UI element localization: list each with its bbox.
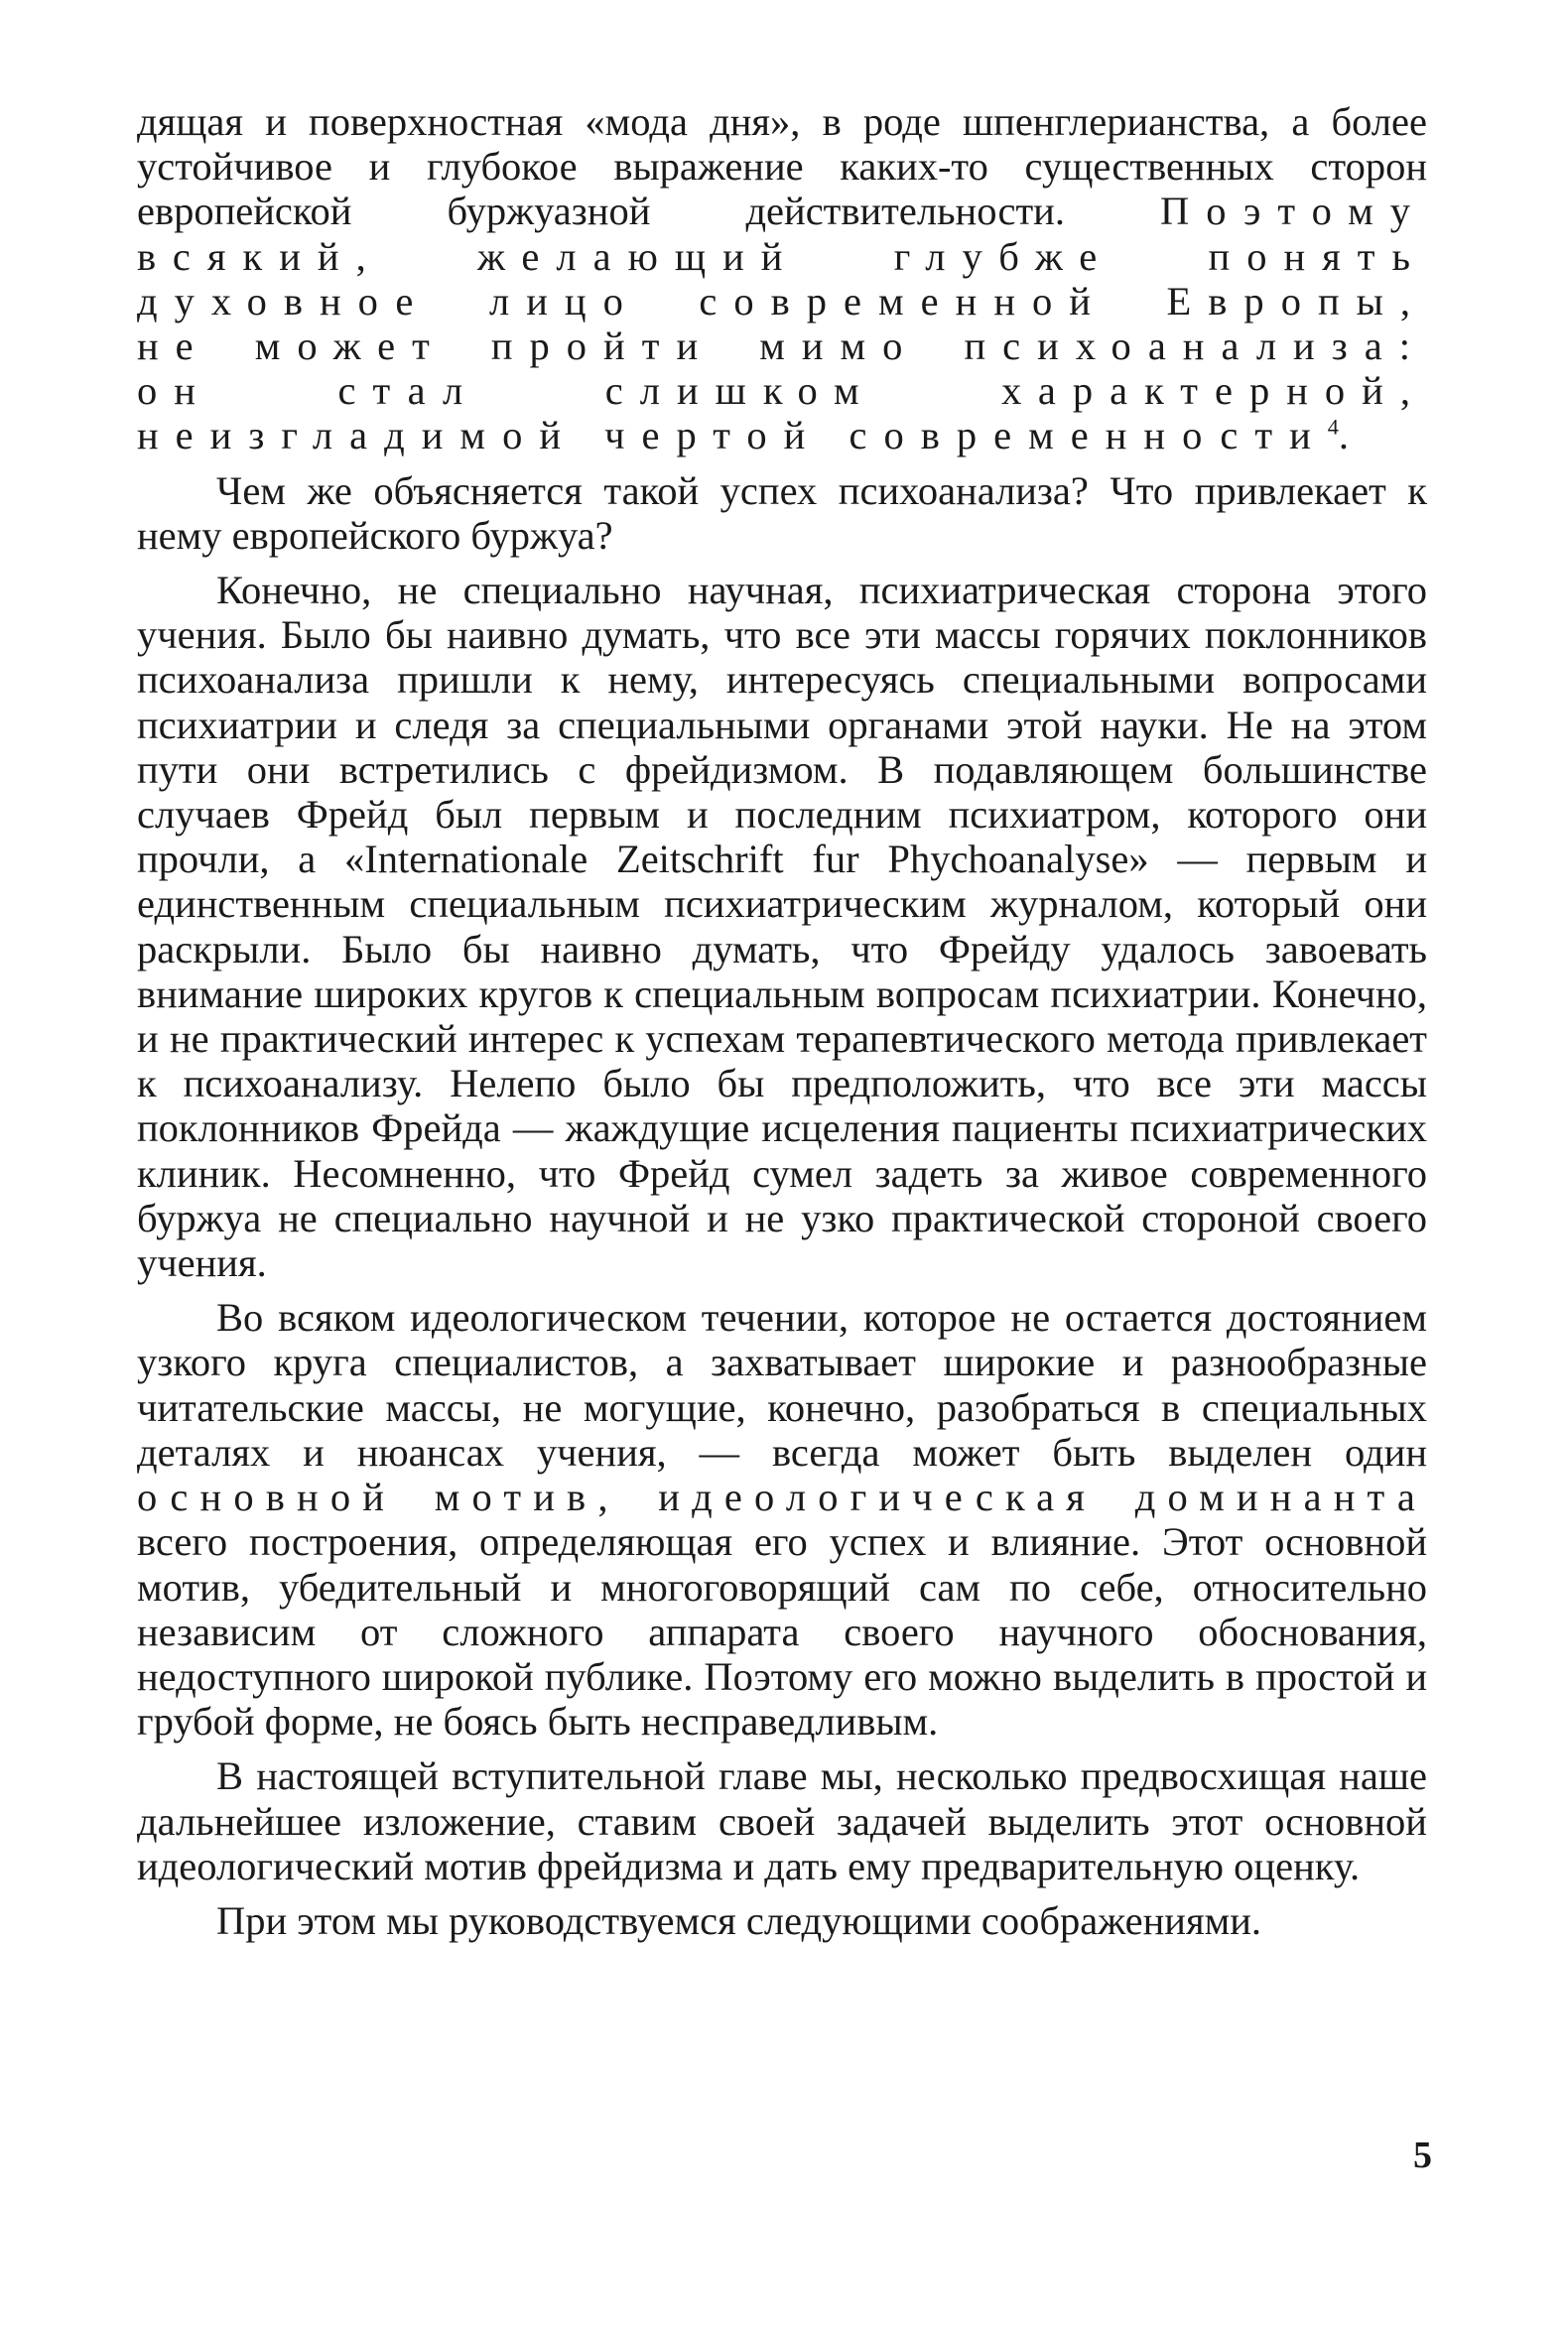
paragraph-1-text-end: .: [1338, 413, 1350, 458]
paragraph-3: [137, 568, 1427, 1285]
paragraph-1: [137, 99, 1427, 458]
paragraph-4-spaced-text: основной мотив, идеологическая доминанта: [137, 1475, 1427, 1520]
paragraph-6-text: При этом мы руководствуемся следующими соображениями.: [216, 1897, 1262, 1943]
paragraph-4-text-a: Во всяком идеологическом течении, которое не остается достоянием узкого круга специалистов, а захватывает широкие и разнообразные читательские массы, не могущие, конечно, разобраться в специальных деталях и нюансах учения, — всегда может быть выделен один: [137, 1295, 1427, 1475]
footnote-marker: 4: [1327, 414, 1339, 440]
paragraph-4: [137, 1295, 1427, 1744]
paragraph-3-text: Конечно, не специально научная, психиатрическая сторона этого учения. Было бы наивно думать, что все эти массы горячих поклонников психоанализа пришли к нему, интересуясь специальными вопросами психиатрии и следя за специальными органами этой науки. Не на этом пути они встретились с фрейдизмом. В подавляющем большинстве случаев Фрейд был первым и последним психиатром, которого они прочли, а «Internationale Zeitschrift fur Phychoanalyse» — первым и единственным специальным психиатрическим журналом, который они раскрыли. Было бы наивно думать, что Фрейду удалось завоевать внимание широких кругов к специальным вопросам психиатрии. Конечно, и не практический интерес к успехам терапевтического метода привлекает к психоанализу. Нелепо было бы предположить, что все эти массы поклонников Фрейда — жаждущие исцеления пациенты психиатрических клиник. Несомненно, что Фрейд сумел задеть за живое современного буржуа не специально научной и не узко практической стороной своего учения.: [137, 568, 1427, 1286]
paragraph-1-text-a: дящая и поверхностная «мода дня», в роде шпенглерианства, а более устойчивое и глубокое выражение каких-то существенных сторон европейской буржуазной действительности.: [137, 99, 1427, 234]
paragraph-5-text: В настоящей вступительной главе мы, несколько предвосхищая наше дальнейшее изложение, ставим своей задачей выделить этот основной идеологический мотив фрейдизма и дать ему предварительную оценку.: [137, 1753, 1427, 1888]
page-number: 5: [1413, 2135, 1432, 2176]
paragraph-2-text: Чем же объясняется такой успех психоанализа? Что привлекает к нему европейского буржуа?: [137, 467, 1427, 558]
paragraph-6: [137, 1898, 1427, 1943]
paragraph-1-spaced-text: Поэтому всякий, желающий глубже понять духовное лицо современной Европы, не может пройти мимо психоанализа: он стал слишком характерной, неизгладимой чертой современности: [137, 189, 1427, 458]
page-body: [137, 99, 1427, 1953]
paragraph-2: [137, 468, 1427, 558]
paragraph-5: [137, 1753, 1427, 1888]
paragraph-4-text-b: всего построения, определяющая его успех и влияние. Этот основной мотив, убедительный и многоговорящий сам по себе, относительно независим от сложного аппарата своего научного обоснования, недоступного широкой публике. Поэтому его можно выделить в простой и грубой форме, не боясь быть несправедливым.: [137, 1519, 1427, 1745]
